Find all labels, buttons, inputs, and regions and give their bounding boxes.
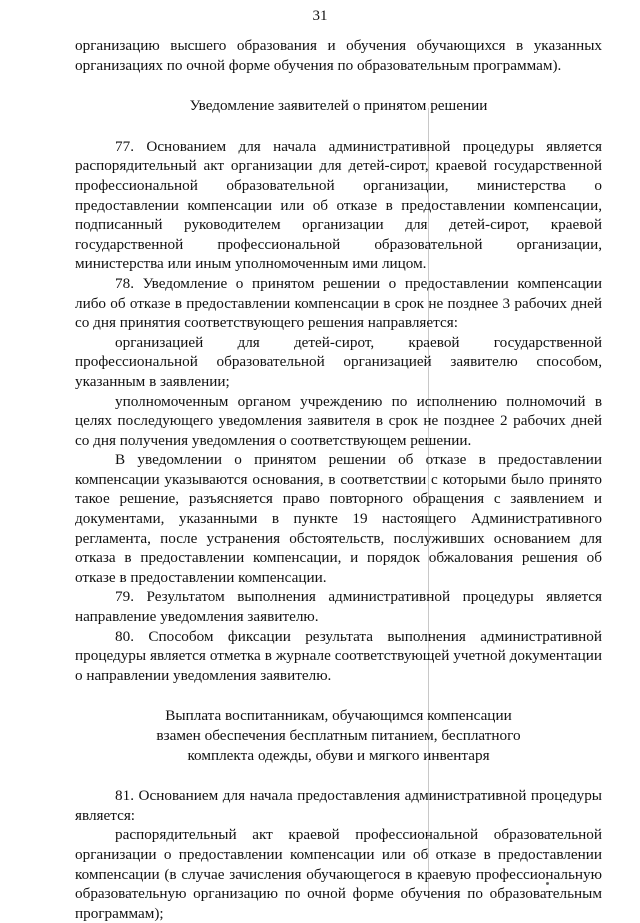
paragraph-78-item-b: уполномоченным органом учреждению по исполнению полномочий в целях последующего уведомления заявителя в срок не позднее 2 рабочих дней со дня получения уведомления о соответствующем решении. xyxy=(75,392,602,449)
paragraph-80: 80. Способом фиксации результата выполнения административной процедуры является отметка в журнале соответствующей учетной документации о направлении уведомления заявителю. xyxy=(75,627,602,684)
page-number: 31 xyxy=(312,8,328,24)
section-heading-notification: Уведомление заявителей о принятом решении xyxy=(189,97,488,115)
paragraph-81: 81. Основанием для начала предоставления административной процедуры является: xyxy=(75,787,602,824)
document-body xyxy=(75,36,602,923)
section-heading-line-1: Выплата воспитанникам, обучающимся компенсации xyxy=(165,707,512,725)
paragraph-77: 77. Основанием для начала административной процедуры является распорядительный акт организации для детей-сирот, краевой государственной профессиональной образовательной организации, министерства о предоставлении компенсации или об отказе в предоставлении компенсации, подписанный руководителем организации для детей-сирот, краевой государственной профессиональной образовательной организации, министерства или иным уполномоченным ими лицом. xyxy=(75,137,602,273)
paragraph-81-item-a: распорядительный акт краевой профессиональной образовательной организации о предоставлении компенсации или об отказе в предоставлении компенсации (в случае зачисления обучающегося в краевую профессиональную образовательную организацию по очной форме обучения по образовательным программам); xyxy=(75,826,602,922)
section-heading-payment xyxy=(75,706,602,765)
paragraph-79: 79. Результатом выполнения административной процедуры является направление уведомления заявителю. xyxy=(75,588,602,626)
section-heading-line-2: взамен обеспечения бесплатным питанием, бесплатного xyxy=(156,727,521,744)
intro-paragraph: организацию высшего образования и обучения обучающихся в указанных организациях по очной форме обучения по образовательным программам). xyxy=(75,37,602,74)
paragraph-78: 78. Уведомление о принятом решении о предоставлении компенсации либо об отказе в предоставлении компенсации в срок не позднее 3 рабочих дней со дня принятия соответствующего решения направляется: xyxy=(75,274,602,332)
paragraph-78-refusal: В уведомлении о принятом решении об отказе в предоставлении компенсации указываются основания, в соответствии с которыми было принято такое решение, разъясняется право повторного обращения с заявлением и документами, указанными в пункте 19 настоящего Административного регламента, после устранения обстоятельств, послуживших основанием для отказа в предоставлении компенсации, и порядок обжалования решения об отказе в предоставлении компенсации. xyxy=(75,451,602,586)
paragraph-78-item-a: организацией для детей-сирот, краевой государственной профессиональной образовательной организацией заявителю способом, указанным в заявлении; xyxy=(75,333,602,390)
section-heading-line-3: комплекта одежды, обуви и мягкого инвентаря xyxy=(187,746,490,764)
